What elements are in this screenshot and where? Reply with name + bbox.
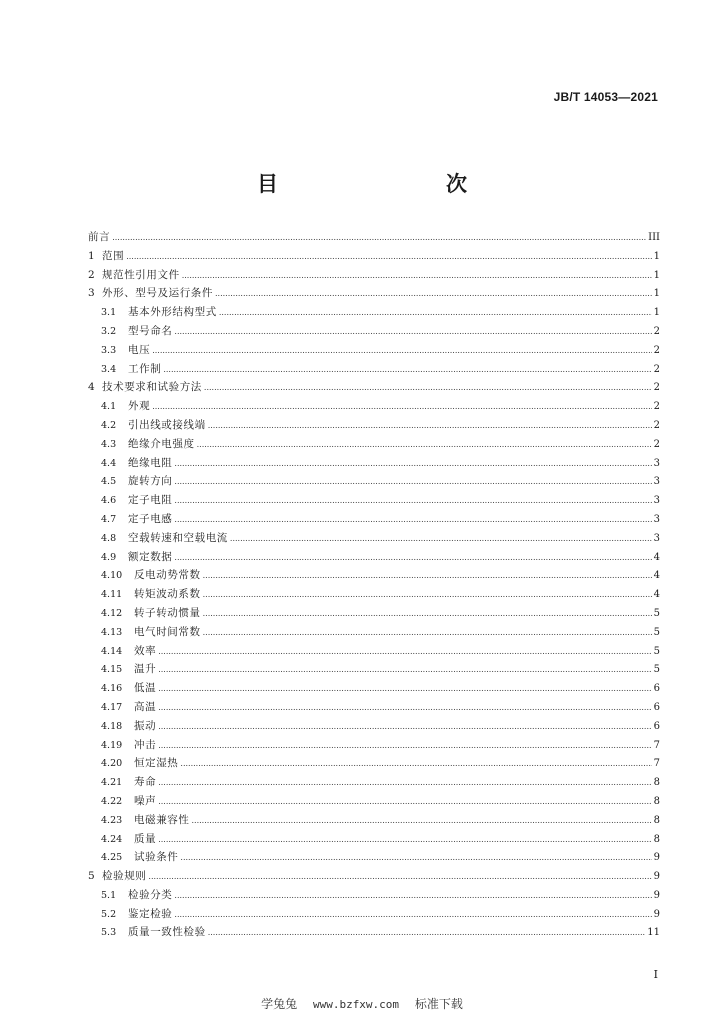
toc-dot-leader	[180, 849, 651, 867]
toc-entry[interactable]	[88, 416, 660, 435]
toc-entry[interactable]	[88, 247, 660, 266]
toc-dot-leader	[230, 530, 652, 548]
toc-dot-leader	[219, 304, 652, 322]
toc-dot-leader	[204, 379, 652, 397]
toc-dot-leader	[208, 924, 646, 942]
toc-entry[interactable]	[88, 566, 660, 585]
toc-dot-leader	[192, 812, 652, 830]
toc-entry-number: 4.5	[101, 476, 117, 488]
toc-entry[interactable]	[88, 472, 660, 491]
toc-entry-number: 3.3	[101, 344, 117, 356]
toc-entry-number: 4.17	[101, 701, 123, 713]
toc-dot-leader	[174, 323, 651, 341]
toc-entry-number: 3.2	[101, 325, 117, 337]
toc-entry[interactable]	[88, 642, 660, 661]
toc-entry-number: 3	[88, 287, 95, 300]
toc-entry-page: 3	[653, 495, 660, 507]
toc-entry-page: 5	[653, 645, 660, 657]
toc-entry-page: 5	[653, 607, 660, 619]
toc-entry-title: 电气时间常数	[134, 625, 201, 638]
toc-entry-title: 试验条件	[134, 851, 179, 864]
toc-entry-number: 3.1	[101, 307, 117, 319]
toc-entry[interactable]	[88, 886, 660, 905]
toc-entry-title: 质量	[134, 832, 157, 845]
toc-entry-number: 4.15	[101, 664, 123, 676]
toc-entry-page: 9	[653, 852, 660, 864]
toc-entry-title: 范围	[102, 249, 125, 262]
toc-entry-title: 基本外形结构型式	[128, 306, 217, 319]
toc-entry-title: 高温	[134, 700, 157, 713]
toc-dot-leader	[152, 398, 651, 416]
toc-entry-page: 6	[653, 701, 660, 713]
toc-entry-number: 4.4	[101, 457, 117, 469]
toc-dot-leader	[174, 492, 651, 510]
toc-entry-number: 4.9	[101, 551, 117, 563]
toc-entry-number: 4.16	[101, 683, 123, 695]
toc-entry-title: 温升	[134, 663, 157, 676]
toc-entry-page: 8	[653, 814, 660, 826]
toc-dot-leader	[203, 605, 652, 623]
toc-dot-leader	[112, 229, 646, 247]
toc-entry[interactable]	[88, 322, 660, 341]
toc-entry[interactable]	[88, 284, 660, 303]
toc-entry-page: 7	[653, 739, 660, 751]
toc-entry-number: 1	[88, 249, 95, 262]
toc-entry[interactable]	[88, 491, 660, 510]
toc-entry-page: 8	[653, 777, 660, 789]
toc-entry-page: 2	[653, 419, 660, 431]
toc-entry[interactable]	[88, 585, 660, 604]
toc-entry[interactable]	[88, 604, 660, 623]
toc-dot-leader	[174, 549, 651, 567]
toc-entry-page: 1	[653, 307, 660, 319]
toc-entry-title: 外观	[128, 400, 151, 413]
toc-entry-page: 11	[647, 927, 660, 939]
toc-entry-title: 外形、型号及运行条件	[102, 287, 213, 300]
toc-entry-page: 1	[653, 269, 660, 281]
toc-entry-page: 3	[653, 476, 660, 488]
toc-dot-leader	[126, 248, 651, 266]
toc-entry-number: 4.24	[101, 833, 123, 845]
toc-entry-number: 4.18	[101, 720, 123, 732]
toc-entry-title: 检验分类	[128, 888, 173, 901]
toc-dot-leader	[158, 737, 651, 755]
toc-dot-leader	[158, 680, 651, 698]
toc-entry[interactable]	[88, 736, 660, 755]
toc-entry-number: 5.2	[101, 908, 117, 920]
standard-number: JB/T 14053—2021	[553, 90, 658, 104]
toc-entry-title: 规范性引用文件	[102, 268, 180, 281]
toc-entry[interactable]	[88, 905, 660, 924]
toc-entry-title: 旋转方向	[128, 475, 173, 488]
toc-entry-page: 1	[653, 250, 660, 262]
toc-entry[interactable]	[88, 830, 660, 849]
toc-entry-title: 空载转速和空载电流	[128, 531, 228, 544]
page-title: 目 次	[257, 171, 509, 196]
toc-entry[interactable]	[88, 228, 660, 247]
footer-tagline: 标准下载	[414, 997, 463, 1011]
toc-entry[interactable]	[88, 773, 660, 792]
toc-dot-leader	[208, 417, 652, 435]
toc-entry-title: 寿命	[134, 776, 157, 789]
toc-entry-number: 4.19	[101, 739, 123, 751]
toc-entry-number: 4	[88, 381, 95, 394]
toc-entry-page: 5	[653, 664, 660, 676]
toc-entry-page: 3	[653, 513, 660, 525]
toc-entry-number: 2	[88, 268, 95, 281]
toc-entry-page: 1	[653, 288, 660, 300]
toc-dot-leader	[158, 774, 651, 792]
toc-entry-title: 工作制	[128, 362, 162, 375]
toc-entry[interactable]	[88, 397, 660, 416]
toc-entry-page: 8	[653, 795, 660, 807]
toc-dot-leader	[158, 661, 651, 679]
toc-entry[interactable]	[88, 679, 660, 698]
toc-entry[interactable]	[88, 811, 660, 830]
toc-entry-page: 9	[653, 889, 660, 901]
toc-entry-number: 4.21	[101, 777, 123, 789]
toc-entry-number: 4.14	[101, 645, 123, 657]
toc-entry-page: 3	[653, 457, 660, 469]
toc-entry-number: 4.23	[101, 814, 123, 826]
toc-entry-page: III	[648, 232, 660, 243]
toc-entry[interactable]	[88, 529, 660, 548]
toc-dot-leader	[158, 699, 651, 717]
toc-entry-title: 质量一致性检验	[128, 926, 206, 939]
toc-entry-number: 4.20	[101, 758, 123, 770]
toc-entry[interactable]	[88, 435, 660, 454]
toc-dot-leader	[163, 361, 651, 379]
toc-entry[interactable]	[88, 510, 660, 529]
toc-dot-leader	[174, 455, 651, 473]
toc-entry-title: 绝缘介电强度	[128, 437, 195, 450]
toc-entry-title: 反电动势常数	[134, 569, 201, 582]
toc-entry-page: 4	[653, 551, 660, 563]
toc-entry-title: 鉴定检验	[128, 907, 173, 920]
footer-watermark	[0, 995, 724, 1012]
toc-entry-title: 转矩波动系数	[134, 588, 201, 601]
toc-entry-page: 2	[653, 363, 660, 375]
toc-entry-number: 5.3	[101, 927, 117, 939]
toc-entry-title: 电压	[128, 343, 151, 356]
table-of-contents	[88, 228, 660, 942]
toc-dot-leader	[158, 718, 651, 736]
toc-entry[interactable]	[88, 548, 660, 567]
toc-entry-page: 6	[653, 720, 660, 732]
toc-entry[interactable]	[88, 378, 660, 397]
toc-entry-page: 7	[653, 758, 660, 770]
toc-entry-page: 2	[653, 438, 660, 450]
toc-entry-title: 绝缘电阻	[128, 456, 173, 469]
footer-url[interactable]: www.bzfxw.com	[312, 998, 400, 1011]
toc-entry[interactable]	[88, 660, 660, 679]
toc-entry-number: 4.10	[101, 570, 123, 582]
toc-entry-title: 转子转动惯量	[134, 606, 201, 619]
toc-entry-number: 4.6	[101, 495, 117, 507]
toc-dot-leader	[174, 511, 651, 529]
toc-dot-leader	[174, 906, 651, 924]
toc-entry-number: 4.8	[101, 532, 117, 544]
toc-entry[interactable]	[88, 754, 660, 773]
toc-entry[interactable]	[88, 454, 660, 473]
toc-entry[interactable]	[88, 623, 660, 642]
toc-entry-page: 8	[653, 833, 660, 845]
toc-entry-page: 9	[653, 908, 660, 920]
toc-entry-number: 4.3	[101, 438, 117, 450]
footer-site-name: 学兔兔	[261, 997, 298, 1011]
toc-entry-title: 检验规则	[102, 870, 147, 883]
toc-entry-page: 2	[653, 382, 660, 394]
toc-dot-leader	[158, 643, 651, 661]
toc-dot-leader	[158, 793, 651, 811]
toc-entry-title: 引出线或接线端	[128, 418, 206, 431]
toc-entry-title: 噪声	[134, 794, 157, 807]
toc-entry-number: 4.22	[101, 795, 123, 807]
toc-entry-title: 冲击	[134, 738, 157, 751]
toc-entry-title: 定子电感	[128, 512, 173, 525]
toc-entry-page: 2	[653, 325, 660, 337]
toc-entry-number: 4.25	[101, 852, 123, 864]
toc-entry[interactable]	[88, 360, 660, 379]
toc-entry[interactable]	[88, 266, 660, 285]
toc-entry-number: 4.13	[101, 626, 123, 638]
toc-entry[interactable]	[88, 848, 660, 867]
toc-dot-leader	[215, 285, 652, 303]
toc-entry[interactable]	[88, 698, 660, 717]
toc-entry-number: 4.11	[101, 589, 123, 601]
toc-entry[interactable]	[88, 341, 660, 360]
toc-entry-page: 2	[653, 401, 660, 413]
toc-entry-number: 5	[88, 870, 95, 883]
toc-entry-number: 3.4	[101, 363, 117, 375]
toc-entry-number: 4.2	[101, 419, 117, 431]
page-number: I	[653, 968, 658, 981]
toc-dot-leader	[158, 831, 651, 849]
toc-dot-leader	[197, 436, 652, 454]
toc-entry-title: 电磁兼容性	[134, 813, 190, 826]
toc-dot-leader	[203, 567, 652, 585]
toc-entry-title: 前言	[88, 231, 111, 243]
toc-entry-title: 技术要求和试验方法	[102, 381, 202, 394]
toc-entry-title: 振动	[134, 719, 157, 732]
toc-entry[interactable]	[88, 303, 660, 322]
toc-entry-number: 5.1	[101, 889, 117, 901]
toc-entry-title: 恒定湿热	[134, 757, 179, 770]
toc-entry-number: 4.1	[101, 401, 117, 413]
toc-entry-title: 定子电阻	[128, 494, 173, 507]
toc-entry-page: 9	[653, 871, 660, 883]
toc-entry-number: 4.12	[101, 607, 123, 619]
toc-dot-leader	[180, 755, 651, 773]
toc-dot-leader	[203, 586, 652, 604]
toc-dot-leader	[174, 473, 651, 491]
toc-entry-title: 额定数据	[128, 550, 173, 563]
toc-dot-leader	[182, 267, 652, 285]
toc-entry[interactable]	[88, 792, 660, 811]
toc-dot-leader	[203, 624, 652, 642]
toc-entry-title: 低温	[134, 682, 157, 695]
toc-entry[interactable]	[88, 867, 660, 886]
toc-entry[interactable]	[88, 923, 660, 942]
toc-entry-page: 5	[653, 626, 660, 638]
toc-entry-page: 2	[653, 344, 660, 356]
toc-entry-title: 效率	[134, 644, 157, 657]
toc-entry-number: 4.7	[101, 513, 117, 525]
toc-dot-leader	[174, 887, 651, 905]
toc-entry-title: 型号命名	[128, 324, 173, 337]
toc-dot-leader	[148, 868, 651, 886]
toc-entry[interactable]	[88, 717, 660, 736]
toc-entry-page: 4	[653, 570, 660, 582]
toc-entry-page: 4	[653, 589, 660, 601]
toc-entry-page: 3	[653, 532, 660, 544]
toc-entry-page: 6	[653, 683, 660, 695]
toc-dot-leader	[152, 342, 651, 360]
